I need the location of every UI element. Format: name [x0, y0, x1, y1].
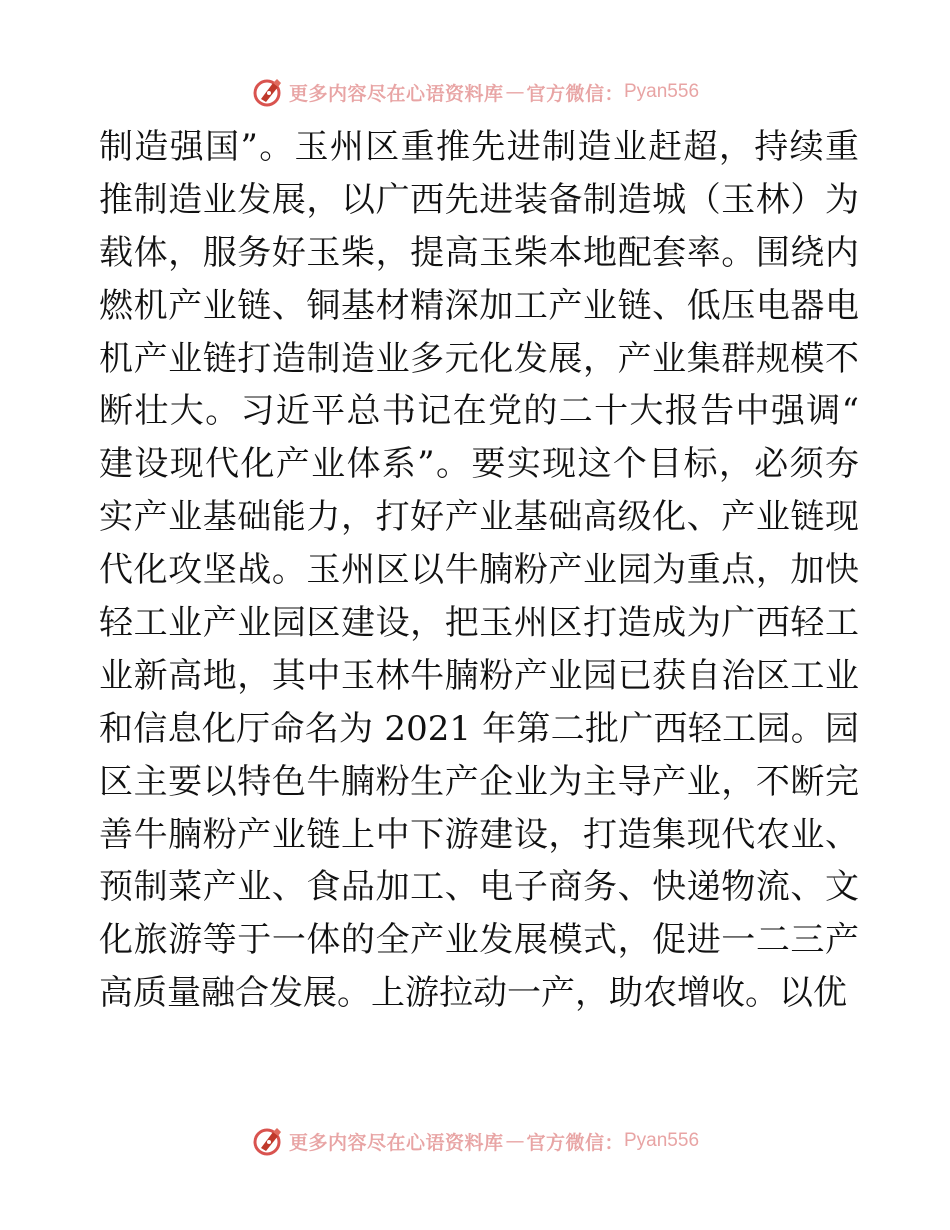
body-line: 高质量融合发展。上游拉动一产，助农增收。以优 — [99, 973, 847, 1014]
footer-watermark-banner — [0, 1121, 950, 1161]
banner-dash: — — [505, 1130, 525, 1152]
body-line: 区主要以特色牛腩粉生产企业为主导产业，不断完 — [99, 761, 859, 802]
pen-nib-circle-logo-icon — [251, 1124, 285, 1158]
banner-contact-id: Pyan556 — [624, 1130, 700, 1151]
body-line: 代化攻坚战。玉州区以牛腩粉产业园为重点，加快 — [99, 550, 859, 591]
banner-slogan: 更多内容尽在心语资料库 — [288, 1131, 504, 1154]
body-line: 载体，服务好玉柴，提高玉柴本地配套率。围绕内 — [99, 232, 859, 273]
body-line: 制造强国”。玉州区重推先进制造业赶超，持续重 — [99, 127, 859, 167]
body-line: 化旅游等于一体的全产业发展模式，促进一二三产 — [99, 920, 859, 961]
body-line: 预制菜产业、食品加工、电子商务、快递物流、文 — [99, 867, 859, 908]
pen-nib-circle-logo-icon — [251, 75, 285, 109]
header-watermark-banner — [0, 72, 950, 112]
body-line: 推制造业发展，以广西先进装备制造城（玉林）为 — [99, 179, 859, 220]
body-line: 机产业链打造制造业多元化发展，产业集群规模不 — [99, 338, 859, 379]
body-line: 建设现代化产业体系”。要实现这个目标，必须夯 — [99, 444, 859, 485]
body-line: 和信息化厅命名为 2021 年第二批广西轻工园。园 — [99, 708, 859, 749]
body-line: 轻工业产业园区建设，把玉州区打造成为广西轻工 — [99, 603, 859, 644]
document-body — [99, 121, 859, 1020]
banner-dash: — — [505, 81, 525, 103]
body-line: 断壮大。习近平总书记在党的二十大报告中强调“ — [99, 391, 859, 432]
body-line: 实产业基础能力，打好产业基础高级化、产业链现 — [99, 497, 859, 538]
banner-contact-label: 官方微信： — [526, 82, 624, 105]
body-line: 善牛腩粉产业链上中下游建设，打造集现代农业、 — [99, 814, 859, 855]
body-line: 业新高地，其中玉林牛腩粉产业园已获自治区工业 — [99, 655, 859, 696]
body-line: 燃机产业链、铜基材精深加工产业链、低压电器电 — [99, 285, 859, 326]
banner-contact-label: 官方微信： — [526, 1131, 624, 1154]
banner-contact-id: Pyan556 — [624, 81, 700, 102]
banner-slogan: 更多内容尽在心语资料库 — [288, 82, 504, 105]
